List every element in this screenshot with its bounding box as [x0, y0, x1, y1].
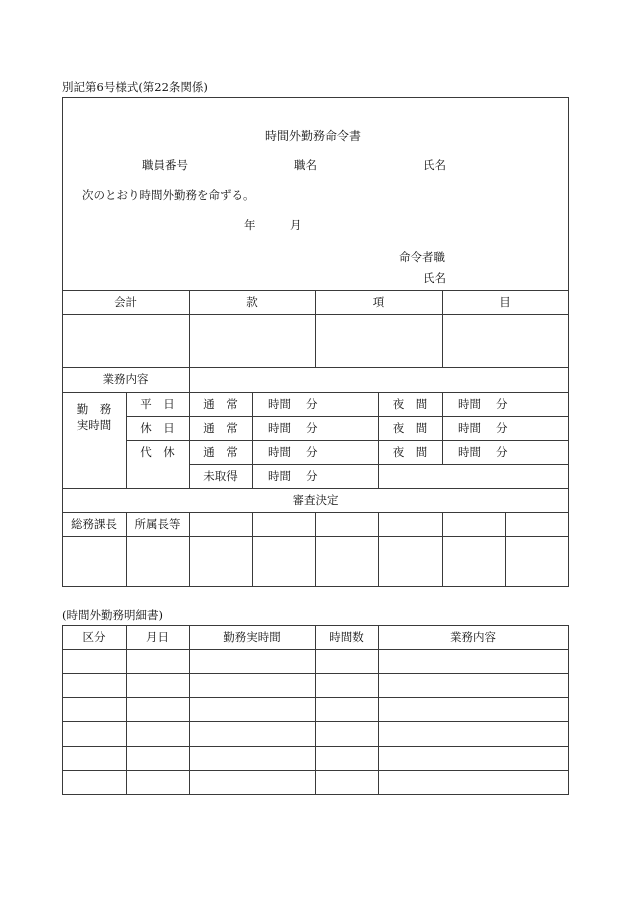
hours-unit: 時間 [458, 421, 481, 435]
time-category: 通 常 [203, 445, 238, 459]
column-header-hours: 時間数 [329, 630, 364, 644]
night-label: 夜 間 [392, 397, 428, 411]
minutes-unit: 分 [306, 445, 318, 459]
column-header-actual-time: 勤務実時間 [223, 630, 281, 644]
minutes-unit: 分 [496, 421, 508, 435]
form-number-label: 別記第6号様式(第22条関係) [62, 80, 208, 94]
divider [442, 392, 443, 464]
night-label: 夜 間 [392, 445, 428, 459]
general-affairs-chief-label: 総務課長 [71, 517, 117, 531]
divider [126, 440, 569, 441]
minutes-unit: 分 [496, 397, 508, 411]
divider [442, 512, 443, 586]
hours-unit: 時間 [458, 397, 481, 411]
review-title: 審査決定 [292, 493, 339, 507]
night-label: 夜 間 [392, 421, 428, 435]
moku-header: 目 [499, 295, 511, 309]
issuer-name-label: 氏名 [423, 271, 446, 285]
time-category: 通 常 [203, 397, 238, 411]
position-label: 職名 [294, 158, 317, 172]
divider [315, 512, 316, 586]
actual-time-label: 勤 務 [76, 402, 112, 416]
minutes-unit: 分 [306, 469, 318, 483]
divider [126, 416, 569, 417]
divider [252, 512, 253, 586]
minutes-unit: 分 [306, 421, 318, 435]
divider [252, 392, 253, 488]
hours-unit: 時間 [268, 469, 291, 483]
minutes-unit: 分 [306, 397, 318, 411]
account-header: 会計 [114, 295, 137, 309]
column-divider [189, 625, 190, 795]
column-header-category: 区分 [82, 630, 106, 644]
day-type-holiday: 休 日 [140, 421, 175, 435]
column-header-date: 月日 [146, 630, 169, 644]
divider [189, 464, 569, 465]
hours-unit: 時間 [268, 445, 291, 459]
issuer-position-label: 命令者職 [399, 250, 445, 264]
column-divider [126, 625, 127, 795]
month-label: 月 [290, 218, 302, 232]
work-content-label: 業務内容 [102, 372, 149, 386]
divider [62, 488, 569, 489]
table-border-left [62, 97, 63, 587]
day-type-compensatory: 代 休 [140, 445, 175, 459]
divider [62, 367, 569, 368]
table-border-right [568, 97, 569, 587]
name-label: 氏名 [423, 158, 446, 172]
hours-unit: 時間 [458, 445, 481, 459]
divider [378, 512, 379, 586]
form-title: 時間外勤務命令書 [265, 129, 362, 143]
table-border-right [568, 625, 569, 795]
column-header-work-content: 業務内容 [450, 630, 496, 644]
hours-unit: 時間 [268, 421, 291, 435]
year-label: 年 [244, 218, 256, 232]
actual-time-label: 実時間 [76, 418, 112, 432]
kan-header: 款 [246, 295, 258, 309]
detail-title: (時間外勤務明細書) [62, 608, 163, 622]
table-border-left [62, 625, 63, 795]
divider [505, 512, 506, 586]
column-divider [378, 625, 379, 795]
table-border-bottom [62, 586, 569, 587]
order-statement: 次のとおり時間外勤務を命ずる。 [82, 188, 255, 202]
kou-header: 項 [372, 295, 385, 309]
hours-unit: 時間 [268, 397, 291, 411]
staff-number-label: 職員番号 [142, 158, 188, 172]
column-divider [315, 625, 316, 795]
office-head-label: 所属長等 [134, 517, 181, 531]
divider [62, 392, 569, 393]
table-border-top [62, 97, 569, 98]
minutes-unit: 分 [496, 445, 508, 459]
time-category: 通 常 [203, 421, 238, 435]
time-category-untaken: 未取得 [203, 469, 238, 483]
day-type-weekday: 平 日 [140, 397, 175, 411]
divider [189, 512, 190, 586]
